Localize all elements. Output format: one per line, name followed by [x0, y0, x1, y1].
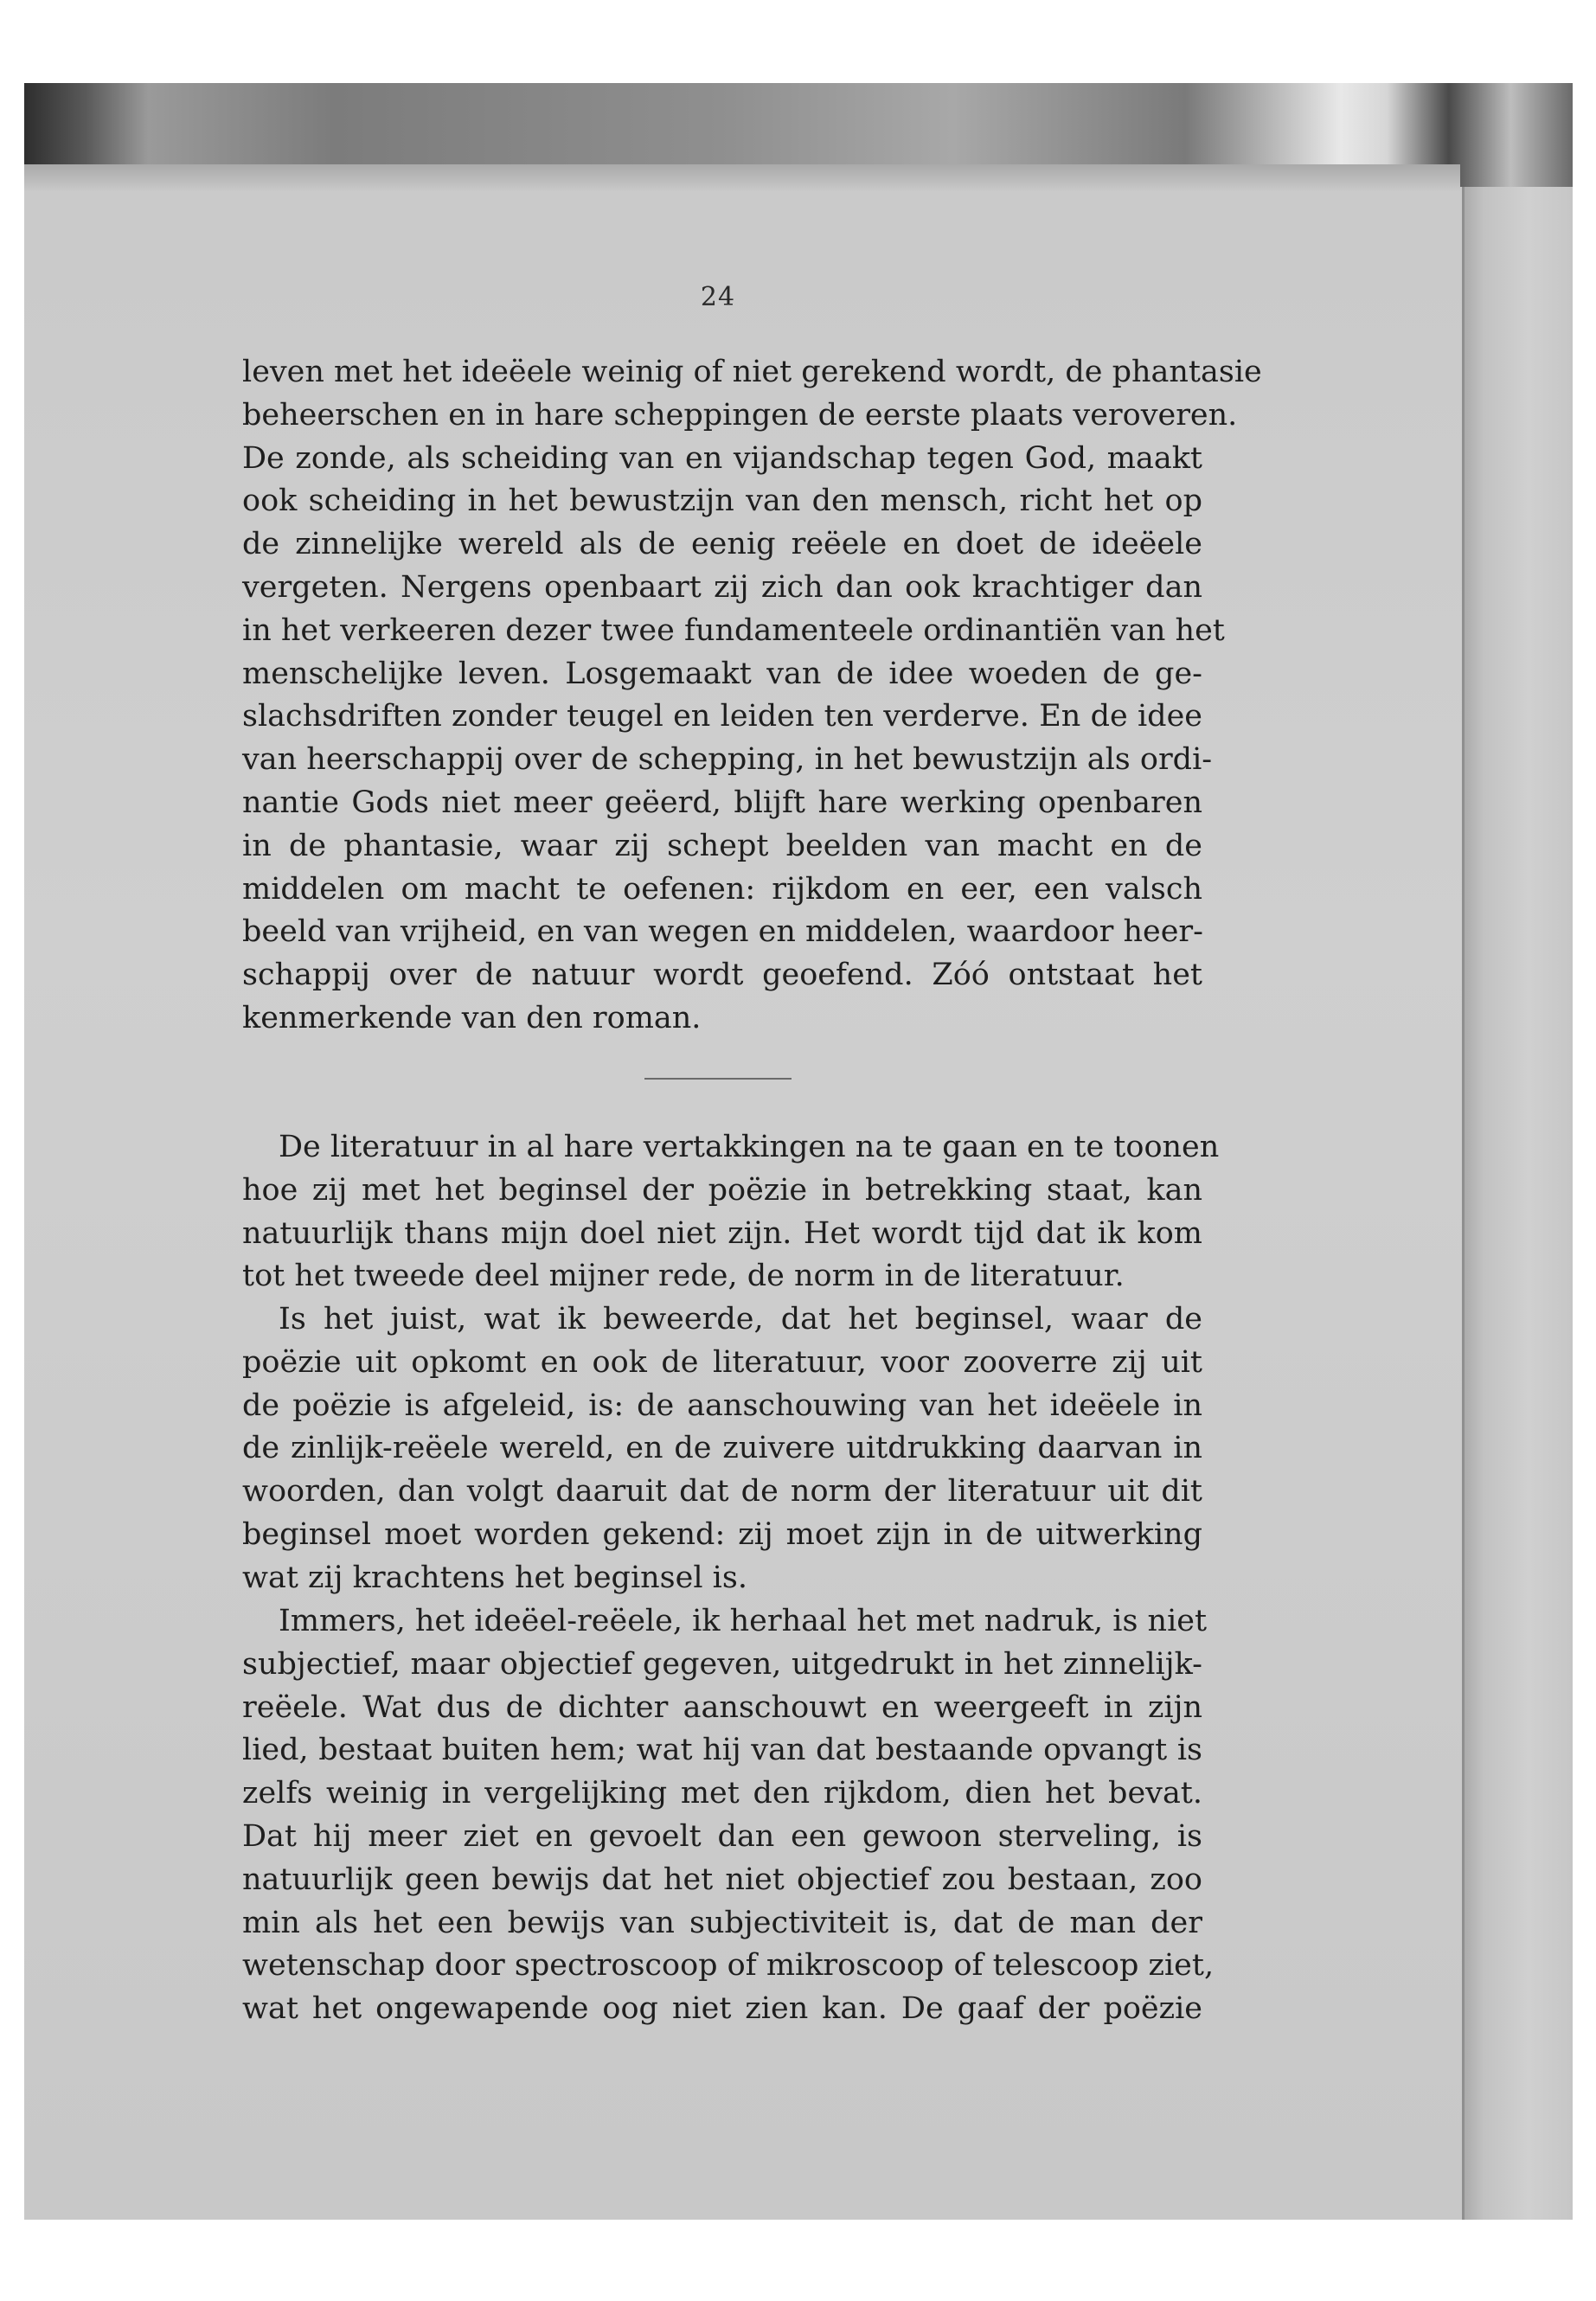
- text-line: van heerschappij over de schepping, in het bewustzijn als ordi-: [242, 742, 1213, 778]
- text-line: menschelijke leven. Losgemaakt van de idee woeden de ge-: [242, 656, 1202, 691]
- text-line: middelen om macht te oefenen: rijkdom en eer, een valsch: [242, 871, 1202, 907]
- text-line: wetenschap door spectroscoop of mikroscoop of telescoop ziet,: [242, 1948, 1215, 1984]
- text-line: schappij over de natuur wordt geoefend. Zóó ontstaat het: [242, 958, 1202, 993]
- text-line: nantie Gods niet meer geëerd, blijft hare werking openbaren: [242, 785, 1202, 820]
- text-line: De literatuur in al hare vertakkingen na te gaan en te toonen: [279, 1130, 1220, 1164]
- text-line: woorden, dan volgt daaruit dat de norm der literatuur uit dit: [242, 1474, 1202, 1509]
- text-line: slachsdriften zonder teugel en leiden ten verderve. En de idee: [242, 699, 1202, 734]
- page-fold-line: [1462, 187, 1465, 2220]
- text-line: min als het een bewijs van subjectiviteit is, dat de man der: [242, 1905, 1202, 1940]
- text-line: wat het ongewapende oog niet zien kan. De gaaf der poëzie: [242, 1991, 1202, 2027]
- text-line: natuurlijk geen bewijs dat het niet objectief zou bestaan, zoo: [242, 1862, 1202, 1897]
- text-line: in de phantasie, waar zij schept beelden van macht en de: [242, 828, 1202, 863]
- text-line: wat zij krachtens het beginsel is.: [242, 1560, 747, 1595]
- paragraph-3: [242, 1298, 1202, 1600]
- text-line: de zinlijk-reëele wereld, en de zuivere uitdrukking daarvan in: [242, 1431, 1202, 1466]
- text-line: Dat hij meer ziet en gevoelt dan een gewoon sterveling, is: [242, 1818, 1202, 1854]
- text-line: ook scheiding in het bewustzijn van den mensch, richt het op: [242, 484, 1202, 519]
- text-line: tot het tweede deel mijner rede, de norm in de literatuur.: [242, 1259, 1125, 1294]
- paragraph-1: [242, 351, 1262, 1041]
- text-line: de poëzie is afgeleid, is: de aanschouwing van het ideëele in: [242, 1388, 1202, 1423]
- scan-top-shadow: [24, 164, 1460, 192]
- text-line: vergeten. Nergens openbaart zij zich dan ook krachtiger dan: [242, 569, 1202, 605]
- text-line: de zinnelijke wereld als de eenig reëele en doet de ideëele: [242, 527, 1202, 562]
- text-line: Is het juist, wat ik beweerde, dat het beginsel, waar de: [279, 1302, 1202, 1336]
- page-number: 24: [700, 282, 736, 312]
- text-line: hoe zij met het beginsel der poëzie in betrekking staat, kan: [242, 1172, 1202, 1208]
- text-line: natuurlijk thans mijn doel niet zijn. Het wordt tijd dat ik kom: [242, 1215, 1202, 1251]
- text-line: kenmerkende van den roman.: [242, 1000, 702, 1035]
- text-line: De zonde, als scheiding van en vijandschap tegen God, maakt: [242, 440, 1202, 476]
- text-line: lied, bestaat buiten hem; wat hij van dat bestaande opvangt is: [242, 1733, 1202, 1768]
- text-line: beeld van vrijheid, en van wegen en middelen, waardoor heer-: [242, 914, 1203, 950]
- text-line: poëzie uit opkomt en ook de literatuur, voor zooverre zij uit: [242, 1344, 1202, 1380]
- text-line: beheerschen en in hare scheppingen de eerste plaats veroveren.: [242, 397, 1238, 433]
- facing-page-edge: [1462, 187, 1573, 2220]
- text-line: Immers, het ideëel-reëele, ik herhaal het met nadruk, is niet: [279, 1604, 1208, 1638]
- text-line: beginsel moet worden gekend: zij moet zijn in de uitwerking: [242, 1516, 1202, 1552]
- text-line: reëele. Wat dus de dichter aanschouwt en weergeeft in zijn: [242, 1689, 1202, 1725]
- paragraph-2: [242, 1126, 1220, 1298]
- text-line: leven met het ideëele weinig of niet gerekend wordt, de phantasie: [242, 355, 1262, 389]
- text-line: in het verkeeren dezer twee fundamenteele ordinantiën van het: [242, 612, 1225, 648]
- section-divider: [644, 1078, 792, 1080]
- text-line: subjectief, maar objectief gegeven, uitgedrukt in het zinnelijk-: [242, 1646, 1202, 1682]
- text-line: zelfs weinig in vergelijking met den rijkdom, dien het bevat.: [242, 1776, 1202, 1811]
- paragraph-4: [242, 1600, 1215, 2031]
